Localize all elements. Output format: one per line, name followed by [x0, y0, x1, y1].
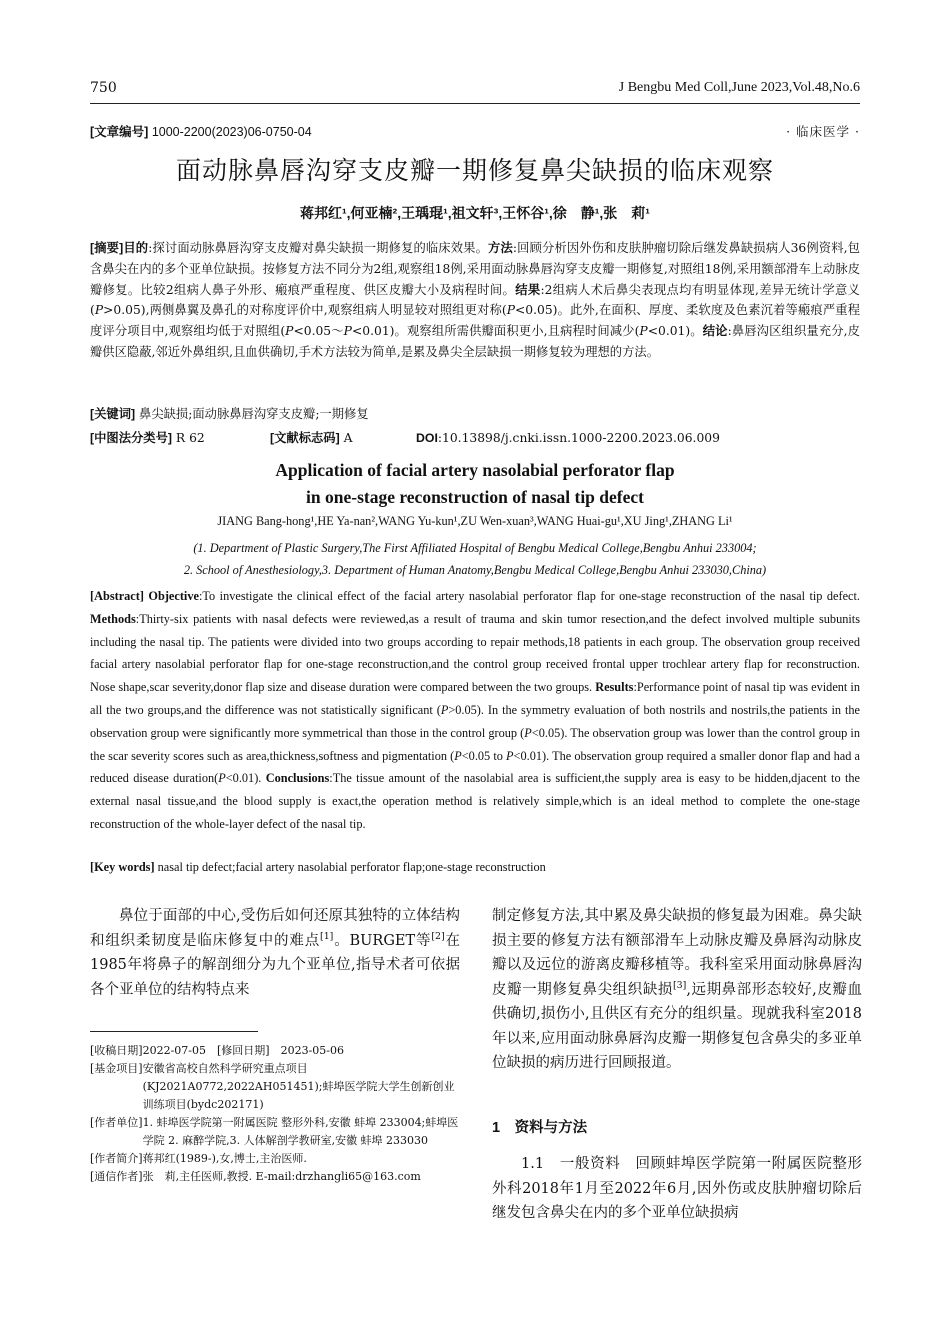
intro-text: 在1985年将鼻子的解剖细分为九个亚单位,指导术者可依据各个亚单位的结构特点来	[90, 932, 461, 998]
abstract-en-results: <0.01).	[225, 771, 262, 786]
p-symbol: P	[639, 324, 648, 339]
authors-english: JIANG Bang-hong¹,HE Ya-nan²,WANG Yu-kun¹,ZU Wen-xuan³,WANG Huai-gu¹,XU Jing¹,ZHANG Li¹	[217, 514, 733, 528]
abstract-cn-results: <0.05～	[293, 324, 344, 339]
section-heading-methods: 1 资料与方法	[492, 1120, 588, 1136]
intro-paragraph-1	[90, 904, 460, 1002]
footnote-text: 安徽省高校自然科学研究重点项目(KJ2021A0772,2022AH051451);蚌埠医学院大学生创新创业训练项目(bydc202171)	[142, 1062, 455, 1111]
clc-value: R 62	[175, 431, 205, 445]
abstract-cn-results: <0.01)。观察组所需供瓣面积更小,且病程时间减少(	[351, 324, 640, 339]
doi-value: :10.13898/j.cnki.issn.1000-2200.2023.06.009	[437, 431, 720, 445]
classification-line	[90, 428, 860, 446]
footnote-label: [收稿日期]	[90, 1044, 143, 1057]
citation-3: [3]	[672, 979, 687, 991]
abstract-cn-methods: :回顾分析因外伤和皮肤肿瘤切除后继发鼻缺损病人36例资料,包含鼻尖在内的多个亚单位缺损。按修复方法不同分为2组,观察组18例,采用面动脉鼻唇沟穿支皮瓣一期修复,对照组18例,采用额部滑车上动脉皮瓣修复。比较2组病人鼻子外形、瘢痕严重程度、供区皮瓣大小及病程时间。	[90, 241, 860, 297]
citation-2: [2]	[431, 930, 445, 942]
intro-text: ,远期鼻部形态较好,皮瓣血供确切,损伤小,且供区有充分的组织量。现就我科室2018年以来,应用面动脉鼻唇沟皮瓣一期修复包含鼻尖的多亚单位缺损的病历进行回顾报道。	[492, 981, 863, 1071]
abstract-cn-results-label: 结果	[515, 282, 541, 297]
abstract-cn-results: <0.01)。	[647, 324, 703, 339]
article-number-label: [文章编号]	[90, 125, 149, 139]
abstract-en-results: <0.05). The observation group was lower than the control group in the scar severity scores such as area,thickness,softness and pigmentation (	[90, 725, 860, 763]
keywords-en-label: [Key words]	[90, 860, 155, 874]
citation-1: [1]	[320, 930, 334, 942]
affiliations-english	[90, 537, 860, 581]
p-symbol: P	[440, 702, 449, 717]
intro-text: 制定修复方法,其中累及鼻尖缺损的修复最为困难。鼻尖缺损主要的修复方法有额部滑车上动脉皮瓣及鼻唇沟动脉皮瓣以及远位的游离皮瓣移植等。我科室采用面动脉鼻唇沟皮瓣一期修复鼻尖组织缺损	[492, 908, 862, 998]
abstract-cn-conclusions-label: 结论	[702, 324, 728, 339]
abstract-en-results-label: Results	[595, 680, 634, 695]
footnotes	[90, 1042, 460, 1186]
abstract-english	[90, 585, 860, 836]
abstract-en-results: <0.01). The observation group required a smaller donor flap and had a reduced disease duration(	[90, 748, 861, 786]
p-symbol: P	[218, 771, 226, 786]
abstract-en-conclusions-label: Conclusions	[265, 771, 330, 786]
journal-citation: J Bengbu Med Coll,June 2023,Vol.48,No.6	[618, 80, 860, 95]
footnote-correspondence	[90, 1168, 460, 1186]
footnote-text: 1. 蚌埠医学院第一附属医院 整形外科,安徽 蚌埠 233004;蚌埠医学院 2. 麻醉学院,3. 人体解剖学教研室,安徽 蚌埠 233030	[142, 1116, 459, 1147]
authors-chinese: 蒋邦红¹,何亚楠²,王瑀琨¹,祖文轩³,王怀谷¹,徐 静¹,张 莉¹	[300, 205, 650, 221]
abstract-en-label: [Abstract]	[90, 589, 144, 603]
p-symbol: P	[343, 324, 352, 339]
intro-paragraph-2	[492, 904, 862, 1076]
p-symbol: P	[285, 324, 294, 339]
intro-text: 。BURGET等	[333, 932, 432, 949]
abstract-en-results: :Performance point of nasal tip was evident in all the two groups,and the difference was not statistically significant (	[90, 680, 860, 717]
abstract-en-results: >0.05). In the symmetry evaluation of both nostrils and nostrils,the patients in the observation group were significantly more symmetrical than those in the control group (	[90, 702, 860, 740]
article-number	[90, 122, 312, 140]
keywords-en-value: nasal tip defect;facial artery nasolabial perforator flap;one-stage reconstruction	[157, 860, 546, 874]
abstract-en-objective: :To investigate the clinical effect of the facial artery nasolabial perforator flap for one-stage reconstruction of the nasal tip defect.	[198, 589, 860, 603]
abstract-en-methods: :Thirty-six patients with nasal defects were reviewed,as a result of trauma and skin tumor resection,and the defect involved multiple subunits including the nasal tip. The patients were divided into two groups according to repair methods,18 patients in each group. The observation group received facial artery nasolabial perforator flap for one-stage reconstruction,and the control group received frontal upper trochlear artery flap for reconstruction. Nose shape,scar severity,donor flap size and disease duration were compared between the two groups.	[90, 611, 860, 695]
abstract-cn-label: [摘要]	[90, 241, 124, 255]
abstract-cn-objective: :探讨面动脉鼻唇沟穿支皮瓣对鼻尖缺损一期修复的临床效果。	[148, 241, 489, 255]
footnote-text: 蒋邦红(1989-),女,博士,主治医师.	[142, 1152, 307, 1165]
title-english-line1: Application of facial artery nasolabial perforator flap	[275, 460, 675, 480]
p-symbol: P	[94, 303, 104, 318]
p-symbol: P	[454, 748, 462, 763]
abstract-en-objective-label: Objective	[148, 589, 199, 603]
p-symbol: P	[524, 725, 532, 740]
p-symbol: P	[506, 303, 515, 318]
page-number: 750	[90, 80, 117, 96]
title-chinese: 面动脉鼻唇沟穿支皮瓣一期修复鼻尖缺损的临床观察	[175, 156, 774, 185]
abstract-en-conclusions: :The tissue amount of the nasolabial area is sufficient,the supply area is easy to be hidden,djacent to the external nasal tissue,and the blood supply is exact,the operation method is relatively simple,which is an ideal method to complete the one-stage reconstruction of the whole-layer defect of the nasal tip.	[90, 771, 860, 831]
abstract-chinese	[90, 238, 860, 363]
abstract-en-methods-label: Methods	[90, 611, 136, 626]
abstract-cn-conclusions: :鼻唇沟区组织量充分,皮瓣供区隐蔽,邻近外鼻组织,且血供确切,手术方法较为简单,是累及鼻尖全层缺损一期修复较为理想的方法。	[90, 324, 860, 359]
footnote-label: [作者简介]	[90, 1152, 143, 1165]
footnote-affiliation	[90, 1114, 460, 1150]
doi-label: DOI	[416, 431, 438, 445]
doc-code-value: A	[343, 431, 353, 445]
article-number-value: 1000-2200(2023)06-0750-04	[151, 125, 312, 139]
title-english	[90, 457, 860, 511]
abstract-cn-results: >0.05),两侧鼻翼及鼻孔的对称度评价中,观察组病人明显较对照组更对称(	[103, 303, 507, 318]
affiliation-line1: (1. Department of Plastic Surgery,The First Affiliated Hospital of Bengbu Medical College,Bengbu Anhui 233004;	[193, 541, 757, 555]
abstract-en-results: <0.05 to	[461, 748, 507, 763]
p-symbol: P	[506, 748, 514, 763]
keywords-english	[90, 860, 860, 875]
footnote-label: [通信作者]	[90, 1170, 143, 1183]
affiliation-line2: 2. School of Anesthesiology,3. Department of Human Anatomy,Bengbu Medical College,Bengbu Anhui 233030,China)	[183, 563, 767, 577]
keywords-cn-value: 鼻尖缺损;面动脉鼻唇沟穿支皮瓣;一期修复	[139, 407, 369, 421]
abstract-cn-objective-label: 目的	[123, 241, 149, 255]
footnote-funding	[90, 1060, 460, 1114]
keywords-chinese	[90, 404, 860, 422]
keywords-cn-label: [关键词]	[90, 407, 136, 421]
intro-text: 鼻位于面部的中心,受伤后如何还原其独特的立体结构和组织柔韧度是临床修复中的难点	[90, 908, 460, 949]
footnote-author-bio	[90, 1150, 460, 1168]
footnote-text: 张 莉,主任医师,教授. E-mail:drzhangli65@163.com	[142, 1170, 421, 1183]
footnote-label: [作者单位]	[90, 1116, 143, 1129]
footnote-label: [基金项目]	[90, 1062, 143, 1075]
doc-code-label: [文献标志码]	[270, 431, 340, 445]
header-rule	[90, 103, 860, 104]
section-tag: · 临床医学 ·	[786, 124, 860, 139]
footnote-received	[90, 1042, 460, 1060]
abstract-cn-results: <0.05)。此外,在面积、厚度、柔软度及色素沉着等瘢痕严重程度评分项目中,观察组均低于对照组(	[90, 303, 860, 339]
footnote-rule	[90, 1031, 258, 1032]
section-1-1-paragraph: 1.1 一般资料 回顾蚌埠医学院第一附属医院整形外科2018年1月至2022年6月,因外伤或皮肤肿瘤切除后继发包含鼻尖在内的多个亚单位缺损病	[492, 1156, 862, 1221]
title-english-line2: in one-stage reconstruction of nasal tip defect	[306, 487, 644, 507]
footnote-text: 2022-07-05 [修回日期] 2023-05-06	[142, 1044, 345, 1057]
abstract-cn-methods-label: 方法	[488, 241, 513, 255]
clc-label: [中图法分类号]	[90, 431, 172, 445]
abstract-cn-results: :2组病人术后鼻尖表现点均有明显体现,差异无统计学意义(	[90, 282, 860, 318]
